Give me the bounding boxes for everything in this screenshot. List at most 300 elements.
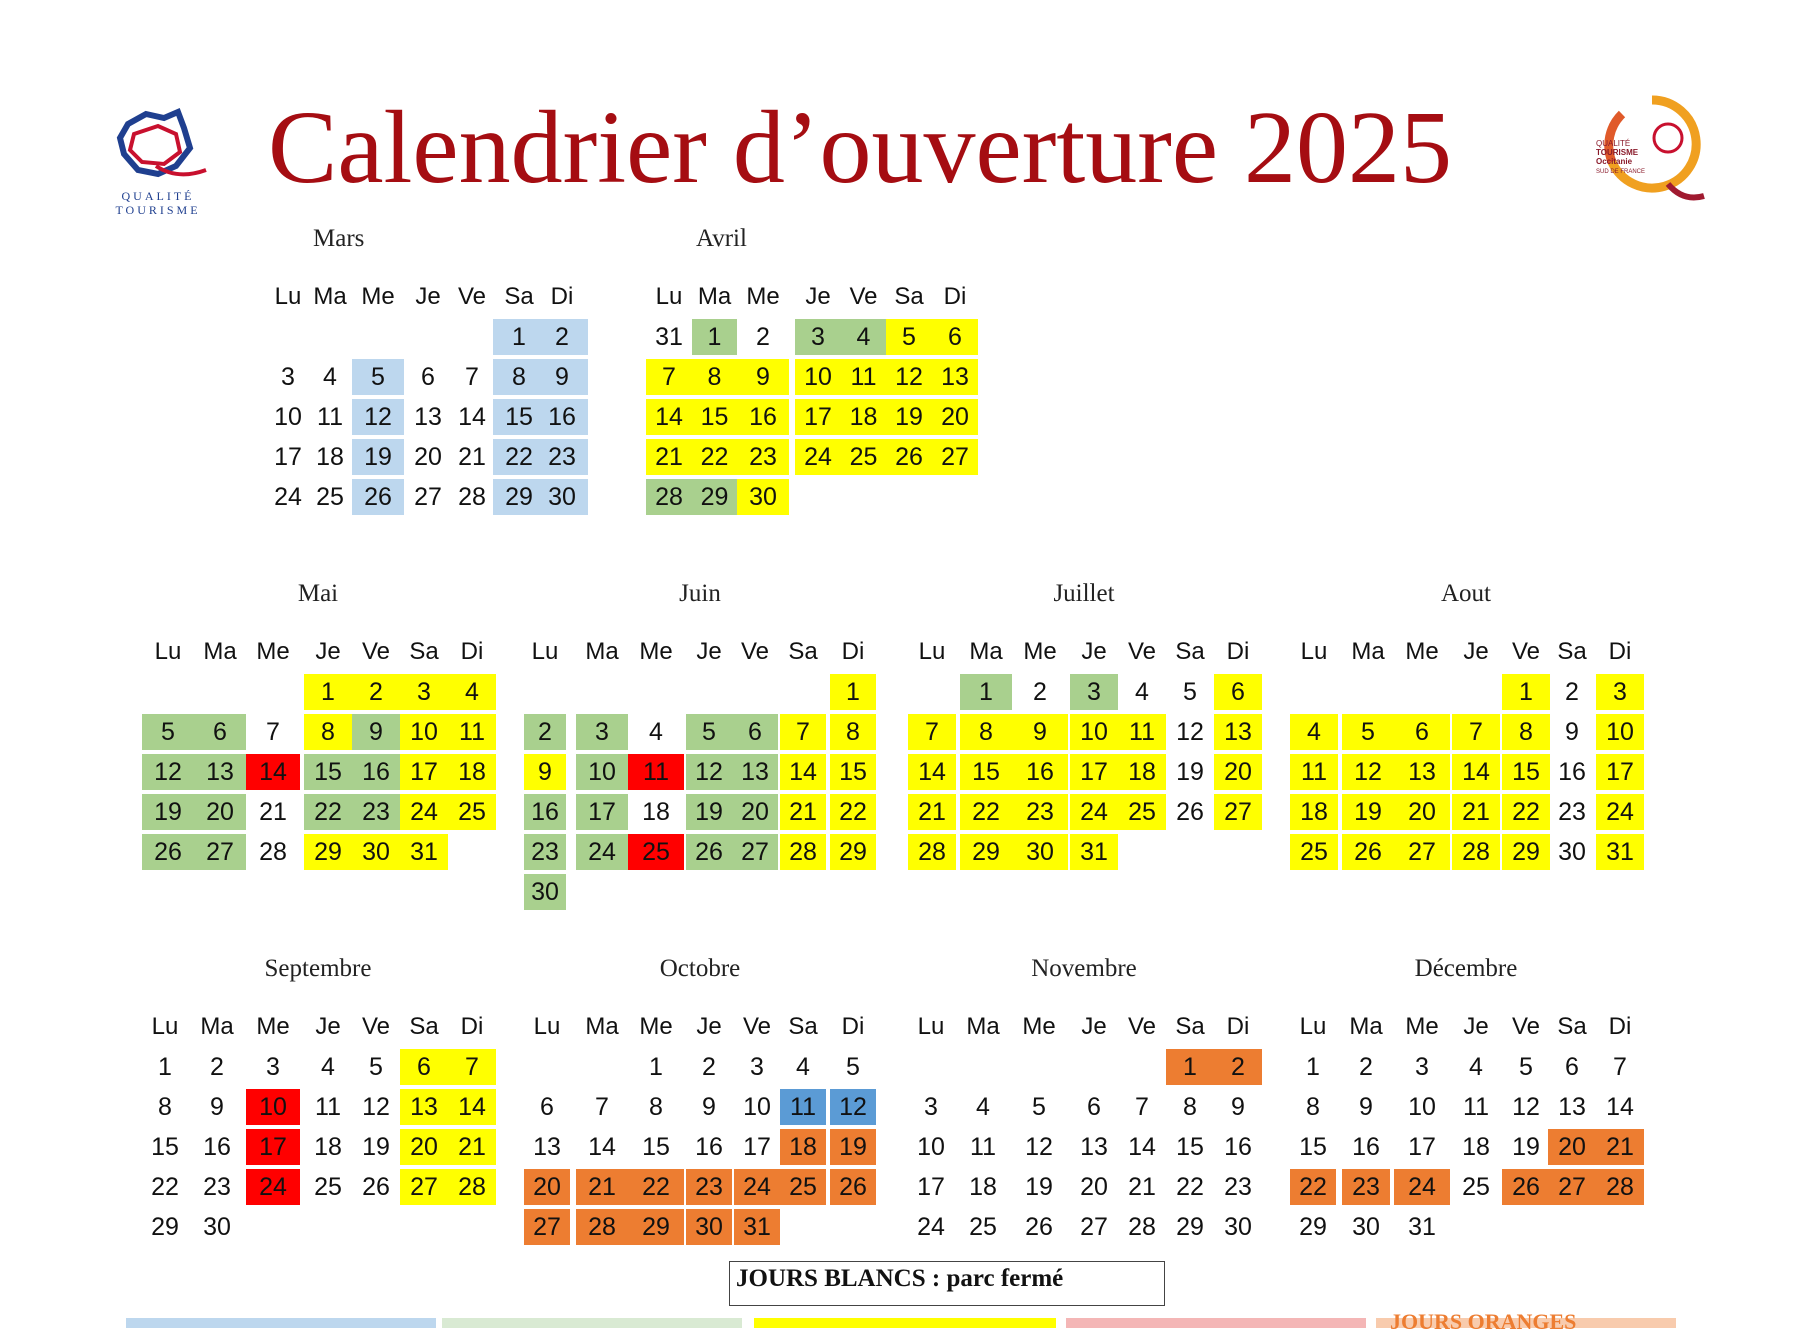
day-cell: 4 bbox=[323, 363, 337, 391]
day-cell: 27 bbox=[1080, 1213, 1108, 1241]
day-cell: 6 bbox=[421, 363, 435, 391]
day-cell: 8 bbox=[158, 1093, 172, 1121]
day-cell: 9 bbox=[352, 714, 400, 750]
day-cell: 18 bbox=[1462, 1133, 1490, 1161]
day-cell: 5 bbox=[1342, 714, 1394, 750]
day-cell: 31 bbox=[734, 1209, 780, 1245]
weekday-header: Lu bbox=[655, 283, 683, 310]
day-cell: 11 bbox=[448, 714, 496, 750]
day-cell: 2 bbox=[702, 1053, 716, 1081]
weekday-header: Lu bbox=[274, 283, 302, 310]
day-cell: 24 bbox=[274, 483, 302, 511]
day-cell: 18 bbox=[642, 798, 670, 826]
day-cell: 14 bbox=[646, 399, 692, 435]
day-cell: 22 bbox=[628, 1169, 684, 1205]
month-name: Aout bbox=[1441, 580, 1491, 607]
day-cell: 13 bbox=[414, 403, 442, 431]
day-cell: 2 bbox=[1214, 1049, 1262, 1085]
day-cell: 5 bbox=[142, 714, 194, 750]
day-cell: 20 bbox=[524, 1169, 570, 1205]
weekday-header: Ma bbox=[313, 283, 347, 310]
weekday-header: Ma bbox=[585, 1013, 619, 1040]
day-cell: 22 bbox=[304, 794, 352, 830]
legend-swatch bbox=[126, 1318, 436, 1328]
day-cell: 28 bbox=[259, 838, 287, 866]
day-cell: 21 bbox=[780, 794, 826, 830]
day-cell: 1 bbox=[1166, 1049, 1214, 1085]
day-cell: 25 bbox=[628, 834, 684, 870]
day-cell: 15 bbox=[493, 399, 545, 435]
day-cell: 29 bbox=[628, 1209, 684, 1245]
day-cell: 8 bbox=[1502, 714, 1550, 750]
day-cell: 24 bbox=[400, 794, 448, 830]
day-cell: 19 bbox=[1512, 1133, 1540, 1161]
day-cell: 3 bbox=[750, 1053, 764, 1081]
day-cell: 23 bbox=[737, 439, 789, 475]
day-cell: 7 bbox=[646, 359, 692, 395]
day-cell: 18 bbox=[841, 399, 886, 435]
day-cell: 21 bbox=[1128, 1173, 1156, 1201]
weekday-header: Me bbox=[1022, 1013, 1056, 1040]
weekday-header: Me bbox=[256, 638, 290, 665]
day-cell: 13 bbox=[400, 1089, 448, 1125]
day-cell: 27 bbox=[932, 439, 978, 475]
weekday-header: Ma bbox=[1351, 638, 1385, 665]
day-cell: 24 bbox=[1394, 1169, 1450, 1205]
day-cell: 10 bbox=[1070, 714, 1118, 750]
day-cell: 9 bbox=[1565, 718, 1579, 746]
day-cell: 1 bbox=[493, 319, 545, 355]
day-cell: 3 bbox=[576, 714, 628, 750]
legend-orange-days-label: JOURS ORANGES bbox=[1390, 1309, 1577, 1334]
day-cell: 20 bbox=[194, 794, 246, 830]
month-name: Avril bbox=[696, 225, 747, 252]
day-cell: 20 bbox=[1080, 1173, 1108, 1201]
day-cell: 21 bbox=[576, 1169, 628, 1205]
day-cell: 19 bbox=[686, 794, 732, 830]
day-cell: 14 bbox=[1606, 1093, 1634, 1121]
weekday-header: Sa bbox=[894, 283, 924, 310]
day-cell: 11 bbox=[1290, 754, 1338, 790]
svg-text:TOURISME: TOURISME bbox=[115, 203, 201, 217]
weekday-header: Je bbox=[1463, 1013, 1489, 1040]
day-cell: 26 bbox=[686, 834, 732, 870]
day-cell: 21 bbox=[1596, 1129, 1644, 1165]
day-cell: 29 bbox=[493, 479, 545, 515]
day-cell: 19 bbox=[1176, 758, 1204, 786]
day-cell: 22 bbox=[1176, 1173, 1204, 1201]
day-cell: 18 bbox=[314, 1133, 342, 1161]
day-cell: 12 bbox=[1025, 1133, 1053, 1161]
day-cell: 11 bbox=[1118, 714, 1166, 750]
day-cell: 16 bbox=[1352, 1133, 1380, 1161]
day-cell: 21 bbox=[1452, 794, 1500, 830]
day-cell: 19 bbox=[830, 1129, 876, 1165]
day-cell: 29 bbox=[692, 479, 737, 515]
day-cell: 17 bbox=[246, 1129, 300, 1165]
day-cell: 8 bbox=[692, 359, 737, 395]
weekday-header: Ve bbox=[1511, 1013, 1541, 1040]
day-cell: 1 bbox=[830, 674, 876, 710]
day-cell: 12 bbox=[1342, 754, 1394, 790]
weekday-header: Di bbox=[460, 1013, 484, 1040]
weekday-header: Lu bbox=[154, 638, 182, 665]
day-cell: 31 bbox=[1596, 834, 1644, 870]
day-cell: 27 bbox=[524, 1209, 570, 1245]
day-cell: 7 bbox=[465, 363, 479, 391]
weekday-header: Di bbox=[1608, 1013, 1632, 1040]
weekday-header: Ma bbox=[203, 638, 237, 665]
day-cell: 16 bbox=[695, 1133, 723, 1161]
day-cell: 7 bbox=[266, 718, 280, 746]
day-cell: 26 bbox=[1176, 798, 1204, 826]
day-cell: 26 bbox=[1025, 1213, 1053, 1241]
day-cell: 26 bbox=[142, 834, 194, 870]
day-cell: 20 bbox=[732, 794, 778, 830]
month-name: Juillet bbox=[1053, 580, 1115, 607]
day-cell: 23 bbox=[1558, 798, 1586, 826]
day-cell: 16 bbox=[352, 754, 400, 790]
day-cell: 27 bbox=[400, 1169, 448, 1205]
day-cell: 4 bbox=[649, 718, 663, 746]
day-cell: 4 bbox=[1290, 714, 1338, 750]
day-cell: 30 bbox=[1558, 838, 1586, 866]
day-cell: 23 bbox=[1012, 794, 1068, 830]
day-cell: 8 bbox=[830, 714, 876, 750]
day-cell: 9 bbox=[1012, 714, 1068, 750]
day-cell: 20 bbox=[414, 443, 442, 471]
day-cell: 28 bbox=[1596, 1169, 1644, 1205]
day-cell: 13 bbox=[1558, 1093, 1586, 1121]
legend-swatch bbox=[442, 1318, 742, 1328]
day-cell: 8 bbox=[960, 714, 1012, 750]
day-cell: 15 bbox=[304, 754, 352, 790]
month-name: Octobre bbox=[659, 955, 741, 982]
day-cell: 17 bbox=[1070, 754, 1118, 790]
weekday-header: Sa bbox=[409, 638, 439, 665]
day-cell: 28 bbox=[458, 483, 486, 511]
day-cell: 13 bbox=[1080, 1133, 1108, 1161]
day-cell: 11 bbox=[315, 1093, 341, 1121]
day-cell: 17 bbox=[274, 443, 302, 471]
day-cell: 27 bbox=[194, 834, 246, 870]
day-cell: 22 bbox=[1502, 794, 1550, 830]
legend-swatch bbox=[1066, 1318, 1366, 1328]
day-cell: 4 bbox=[1469, 1053, 1483, 1081]
day-cell: 11 bbox=[841, 359, 886, 395]
weekday-header: Sa bbox=[1557, 1013, 1587, 1040]
day-cell: 18 bbox=[780, 1129, 826, 1165]
day-cell: 15 bbox=[830, 754, 876, 790]
day-cell: 9 bbox=[702, 1093, 716, 1121]
day-cell: 3 bbox=[924, 1093, 938, 1121]
day-cell: 10 bbox=[1596, 714, 1644, 750]
day-cell: 21 bbox=[448, 1129, 496, 1165]
day-cell: 16 bbox=[203, 1133, 231, 1161]
day-cell: 10 bbox=[743, 1093, 771, 1121]
day-cell: 19 bbox=[142, 794, 194, 830]
day-cell: 10 bbox=[246, 1089, 300, 1125]
day-cell: 6 bbox=[1565, 1053, 1579, 1081]
day-cell: 3 bbox=[795, 319, 841, 355]
day-cell: 22 bbox=[1290, 1169, 1336, 1205]
day-cell: 19 bbox=[886, 399, 932, 435]
day-cell: 11 bbox=[970, 1133, 996, 1161]
day-cell: 10 bbox=[274, 403, 302, 431]
day-cell: 17 bbox=[917, 1173, 945, 1201]
day-cell: 18 bbox=[1118, 754, 1166, 790]
day-cell: 5 bbox=[846, 1053, 860, 1081]
day-cell: 5 bbox=[686, 714, 732, 750]
day-cell: 16 bbox=[524, 794, 566, 830]
day-cell: 22 bbox=[692, 439, 737, 475]
day-cell: 5 bbox=[1519, 1053, 1533, 1081]
day-cell: 28 bbox=[908, 834, 956, 870]
day-cell: 2 bbox=[1565, 678, 1579, 706]
day-cell: 20 bbox=[932, 399, 978, 435]
day-cell: 8 bbox=[304, 714, 352, 750]
day-cell: 26 bbox=[1342, 834, 1394, 870]
day-cell: 5 bbox=[369, 1053, 383, 1081]
day-cell: 1 bbox=[649, 1053, 663, 1081]
day-cell: 31 bbox=[1408, 1213, 1436, 1241]
day-cell: 6 bbox=[732, 714, 778, 750]
day-cell: 14 bbox=[1452, 754, 1500, 790]
day-cell: 10 bbox=[795, 359, 841, 395]
weekday-header: Sa bbox=[788, 638, 818, 665]
weekday-header: Sa bbox=[1175, 638, 1205, 665]
day-cell: 3 bbox=[266, 1053, 280, 1081]
weekday-header: Di bbox=[943, 283, 967, 310]
day-cell: 12 bbox=[1176, 718, 1204, 746]
day-cell: 29 bbox=[830, 834, 876, 870]
day-cell: 15 bbox=[1299, 1133, 1327, 1161]
weekday-header: Ve bbox=[1127, 1013, 1157, 1040]
weekday-header: Ve bbox=[742, 1013, 772, 1040]
day-cell: 17 bbox=[795, 399, 841, 435]
day-cell: 24 bbox=[795, 439, 841, 475]
day-cell: 1 bbox=[304, 674, 352, 710]
weekday-header: Ma bbox=[1349, 1013, 1383, 1040]
day-cell: 1 bbox=[158, 1053, 172, 1081]
day-cell: 10 bbox=[576, 754, 628, 790]
day-cell: 8 bbox=[1183, 1093, 1197, 1121]
day-cell: 28 bbox=[1128, 1213, 1156, 1241]
day-cell: 24 bbox=[734, 1169, 780, 1205]
day-cell: 28 bbox=[780, 834, 826, 870]
weekday-header: Je bbox=[415, 283, 441, 310]
weekday-header: Me bbox=[361, 283, 395, 310]
day-cell: 2 bbox=[352, 674, 400, 710]
day-cell: 17 bbox=[576, 794, 628, 830]
day-cell: 30 bbox=[352, 834, 400, 870]
weekday-header: Lu bbox=[1299, 1013, 1327, 1040]
day-cell: 7 bbox=[595, 1093, 609, 1121]
day-cell: 25 bbox=[1118, 794, 1166, 830]
weekday-header: Ve bbox=[1127, 638, 1157, 665]
day-cell: 19 bbox=[362, 1133, 390, 1161]
svg-text:TOURISME: TOURISME bbox=[1596, 148, 1639, 157]
day-cell: 2 bbox=[536, 319, 588, 355]
day-cell: 29 bbox=[1299, 1213, 1327, 1241]
day-cell: 20 bbox=[1394, 794, 1450, 830]
day-cell: 6 bbox=[1394, 714, 1450, 750]
day-cell: 27 bbox=[414, 483, 442, 511]
weekday-header: Je bbox=[315, 1013, 341, 1040]
month-name: Décembre bbox=[1414, 955, 1518, 982]
day-cell: 16 bbox=[737, 399, 789, 435]
day-cell: 17 bbox=[1596, 754, 1644, 790]
weekday-header: Me bbox=[1405, 638, 1439, 665]
weekday-header: Me bbox=[639, 1013, 673, 1040]
weekday-header: Lu bbox=[917, 1013, 945, 1040]
day-cell: 30 bbox=[524, 874, 566, 910]
day-cell: 13 bbox=[932, 359, 978, 395]
day-cell: 2 bbox=[210, 1053, 224, 1081]
day-cell: 28 bbox=[448, 1169, 496, 1205]
weekday-header: Ma bbox=[966, 1013, 1000, 1040]
weekday-header: Je bbox=[696, 638, 722, 665]
day-cell: 14 bbox=[458, 403, 486, 431]
day-cell: 12 bbox=[362, 1093, 390, 1121]
day-cell: 28 bbox=[646, 479, 692, 515]
day-cell: 14 bbox=[448, 1089, 496, 1125]
day-cell: 20 bbox=[400, 1129, 448, 1165]
day-cell: 15 bbox=[1176, 1133, 1204, 1161]
day-cell: 17 bbox=[743, 1133, 771, 1161]
month-name: Novembre bbox=[1031, 955, 1137, 982]
month-name: Mai bbox=[297, 580, 339, 607]
day-cell: 14 bbox=[780, 754, 826, 790]
day-cell: 3 bbox=[400, 674, 448, 710]
day-cell: 25 bbox=[314, 1173, 342, 1201]
day-cell: 23 bbox=[536, 439, 588, 475]
day-cell: 13 bbox=[1394, 754, 1450, 790]
weekday-header: Di bbox=[841, 638, 865, 665]
day-cell: 29 bbox=[304, 834, 352, 870]
day-cell: 12 bbox=[1512, 1093, 1540, 1121]
day-cell: 21 bbox=[908, 794, 956, 830]
day-cell: 15 bbox=[960, 754, 1012, 790]
day-cell: 22 bbox=[151, 1173, 179, 1201]
day-cell: 26 bbox=[886, 439, 932, 475]
day-cell: 13 bbox=[533, 1133, 561, 1161]
svg-text:QUALITÉ: QUALITÉ bbox=[1596, 139, 1631, 148]
day-cell: 2 bbox=[524, 714, 566, 750]
day-cell: 12 bbox=[830, 1089, 876, 1125]
weekday-header: Lu bbox=[918, 638, 946, 665]
weekday-header: Ve bbox=[457, 283, 487, 310]
weekday-header: Ma bbox=[585, 638, 619, 665]
day-cell: 14 bbox=[588, 1133, 616, 1161]
weekday-header: Je bbox=[1081, 1013, 1107, 1040]
weekday-header: Di bbox=[1226, 638, 1250, 665]
day-cell: 9 bbox=[536, 359, 588, 395]
day-cell: 6 bbox=[194, 714, 246, 750]
weekday-header: Me bbox=[746, 283, 780, 310]
day-cell: 30 bbox=[203, 1213, 231, 1241]
day-cell: 7 bbox=[908, 714, 956, 750]
day-cell: 19 bbox=[352, 439, 404, 475]
day-cell: 16 bbox=[1224, 1133, 1252, 1161]
day-cell: 25 bbox=[316, 483, 344, 511]
qualite-tourisme-logo bbox=[98, 104, 218, 224]
day-cell: 5 bbox=[352, 359, 404, 395]
day-cell: 14 bbox=[908, 754, 956, 790]
weekday-header: Je bbox=[1463, 638, 1489, 665]
day-cell: 9 bbox=[737, 359, 789, 395]
svg-text:SUD DE FRANCE: SUD DE FRANCE bbox=[1596, 169, 1646, 175]
day-cell: 26 bbox=[1502, 1169, 1550, 1205]
day-cell: 30 bbox=[1224, 1213, 1252, 1241]
day-cell: 17 bbox=[1408, 1133, 1436, 1161]
day-cell: 13 bbox=[732, 754, 778, 790]
weekday-header: Di bbox=[550, 283, 574, 310]
day-cell: 26 bbox=[830, 1169, 876, 1205]
day-cell: 12 bbox=[886, 359, 932, 395]
month-name: Mars bbox=[313, 225, 365, 252]
closed-days-notice: JOURS BLANCS : parc fermé bbox=[729, 1261, 1165, 1306]
day-cell: 27 bbox=[1548, 1169, 1596, 1205]
day-cell: 4 bbox=[976, 1093, 990, 1121]
weekday-header: Ve bbox=[849, 283, 878, 310]
day-cell: 3 bbox=[1070, 674, 1118, 710]
day-cell: 23 bbox=[352, 794, 400, 830]
weekday-header: Di bbox=[1226, 1013, 1250, 1040]
day-cell: 24 bbox=[1596, 794, 1644, 830]
day-cell: 21 bbox=[259, 798, 287, 826]
day-cell: 27 bbox=[1394, 834, 1450, 870]
occitanie-logo-icon bbox=[1592, 92, 1712, 204]
day-cell: 14 bbox=[246, 754, 300, 790]
day-cell: 1 bbox=[960, 674, 1012, 710]
day-cell: 13 bbox=[1214, 714, 1262, 750]
weekday-header: Je bbox=[1081, 638, 1107, 665]
day-cell: 17 bbox=[400, 754, 448, 790]
day-cell: 12 bbox=[142, 754, 194, 790]
day-cell: 12 bbox=[686, 754, 732, 790]
day-cell: 2 bbox=[756, 323, 770, 351]
day-cell: 31 bbox=[400, 834, 448, 870]
day-cell: 9 bbox=[210, 1093, 224, 1121]
weekday-header: Ve bbox=[361, 1013, 391, 1040]
day-cell: 23 bbox=[686, 1169, 732, 1205]
day-cell: 3 bbox=[1415, 1053, 1429, 1081]
day-cell: 29 bbox=[151, 1213, 179, 1241]
svg-text:Occitanie: Occitanie bbox=[1596, 157, 1633, 166]
day-cell: 5 bbox=[1183, 678, 1197, 706]
day-cell: 16 bbox=[1558, 758, 1586, 786]
day-cell: 30 bbox=[686, 1209, 732, 1245]
day-cell: 28 bbox=[576, 1209, 628, 1245]
day-cell: 4 bbox=[1135, 678, 1149, 706]
day-cell: 22 bbox=[830, 794, 876, 830]
day-cell: 22 bbox=[493, 439, 545, 475]
day-cell: 7 bbox=[780, 714, 826, 750]
weekday-header: Je bbox=[805, 283, 831, 310]
day-cell: 6 bbox=[1087, 1093, 1101, 1121]
day-cell: 6 bbox=[1214, 674, 1262, 710]
day-cell: 1 bbox=[1306, 1053, 1320, 1081]
day-cell: 31 bbox=[655, 323, 683, 351]
day-cell: 25 bbox=[969, 1213, 997, 1241]
qualite-tourisme-logo-icon bbox=[98, 104, 218, 224]
day-cell: 6 bbox=[540, 1093, 554, 1121]
day-cell: 7 bbox=[1613, 1053, 1627, 1081]
weekday-header: Lu bbox=[531, 638, 559, 665]
day-cell: 1 bbox=[1502, 674, 1550, 710]
weekday-header: Sa bbox=[1175, 1013, 1205, 1040]
